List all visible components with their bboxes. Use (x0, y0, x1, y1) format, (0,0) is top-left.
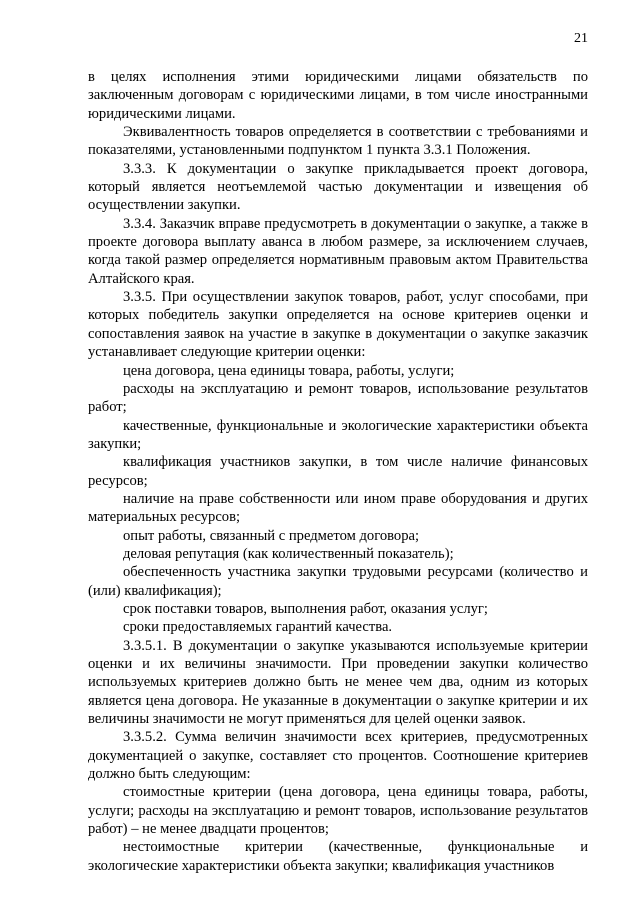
criterion-work-experience: опыт работы, связанный с предметом договора; (123, 527, 420, 544)
paragraph-3-3-4: 3.3.4. Заказчик вправе предусмотреть в документации о закупке, а также в проекте договора выплату аванса в любом размере, за исключением случаев, когда такой размер определяется нормативным правовым актом Правительства Алтайского края. (88, 215, 588, 287)
paragraph-3-3-5: 3.3.5. При осуществлении закупок товаров, работ, услуг способами, при которых победитель закупки определяется на основе критериев оценки и сопоставления заявок на участие в закупке в документации о закупке заказчик устанавливает следующие критерии оценки: (88, 289, 588, 361)
criterion-equipment-ownership: наличие на праве собственности или ином праве оборудования и других материальных ресурсов; (88, 490, 588, 526)
paragraph-3-3-5-1: 3.3.5.1. В документации о закупке указываются используемые критерии оценки и их величины значимости. При проведении закупки количество используемых критериев должно быть не менее чем два, одним из которых является цена договора. Не указанные в документации о закупке критерии и их величины значимости не могут применяться для целей оценки заявок. (88, 637, 588, 728)
criterion-quality-characteristics: качественные, функциональные и экологические характеристики объекта закупки; (88, 417, 588, 452)
page-number: 21 (574, 31, 588, 46)
criterion-participant-qualification: квалификация участников закупки, в том числе наличие финансовых ресурсов; (88, 454, 588, 489)
non-cost-criteria: нестоимостные критерии (качественные, функциональные и экологические характеристики объекта закупки; квалификация участников (88, 839, 588, 874)
criterion-business-reputation: деловая репутация (как количественный показатель); (123, 545, 454, 562)
criterion-warranty-period: сроки предоставляемых гарантий качества. (123, 619, 393, 636)
paragraph-continuation: в целях исполнения этими юридическими лицами обязательств по заключенным договорам с юридическими лицами, в том числе иностранными юридическими лицами. (88, 69, 588, 122)
criterion-operating-costs: расходы на эксплуатацию и ремонт товаров, использование результатов работ; (88, 380, 588, 416)
paragraph-equivalence: Эквивалентность товаров определяется в соответствии с требованиями и показателями, установленными подпунктом 1 пункта 3.3.1 Положения. (88, 124, 588, 159)
cost-criteria: стоимостные критерии (цена договора, цена единицы товара, работы, услуги; расходы на эксплуатацию и ремонт товаров, использование результатов работ) – не менее двадцати процентов; (88, 784, 588, 838)
criterion-labor-resources: обеспеченность участника закупки трудовыми ресурсами (количество и (или) квалификация); (88, 564, 588, 599)
paragraph-3-3-3: 3.3.3. К документации о закупке прикладывается проект договора, который является неотъемлемой частью документации и извещения об осуществлении закупки. (88, 160, 588, 214)
paragraph-3-3-5-2: 3.3.5.2. Сумма величин значимости всех критериев, предусмотренных документацией о закупке, составляет сто процентов. Соотношение критериев должно быть следующим: (88, 729, 588, 783)
criterion-contract-price: цена договора, цена единицы товара, работы, услуги; (123, 362, 455, 379)
criterion-delivery-time: срок поставки товаров, выполнения работ, оказания услуг; (123, 600, 488, 617)
document-body (88, 68, 588, 875)
